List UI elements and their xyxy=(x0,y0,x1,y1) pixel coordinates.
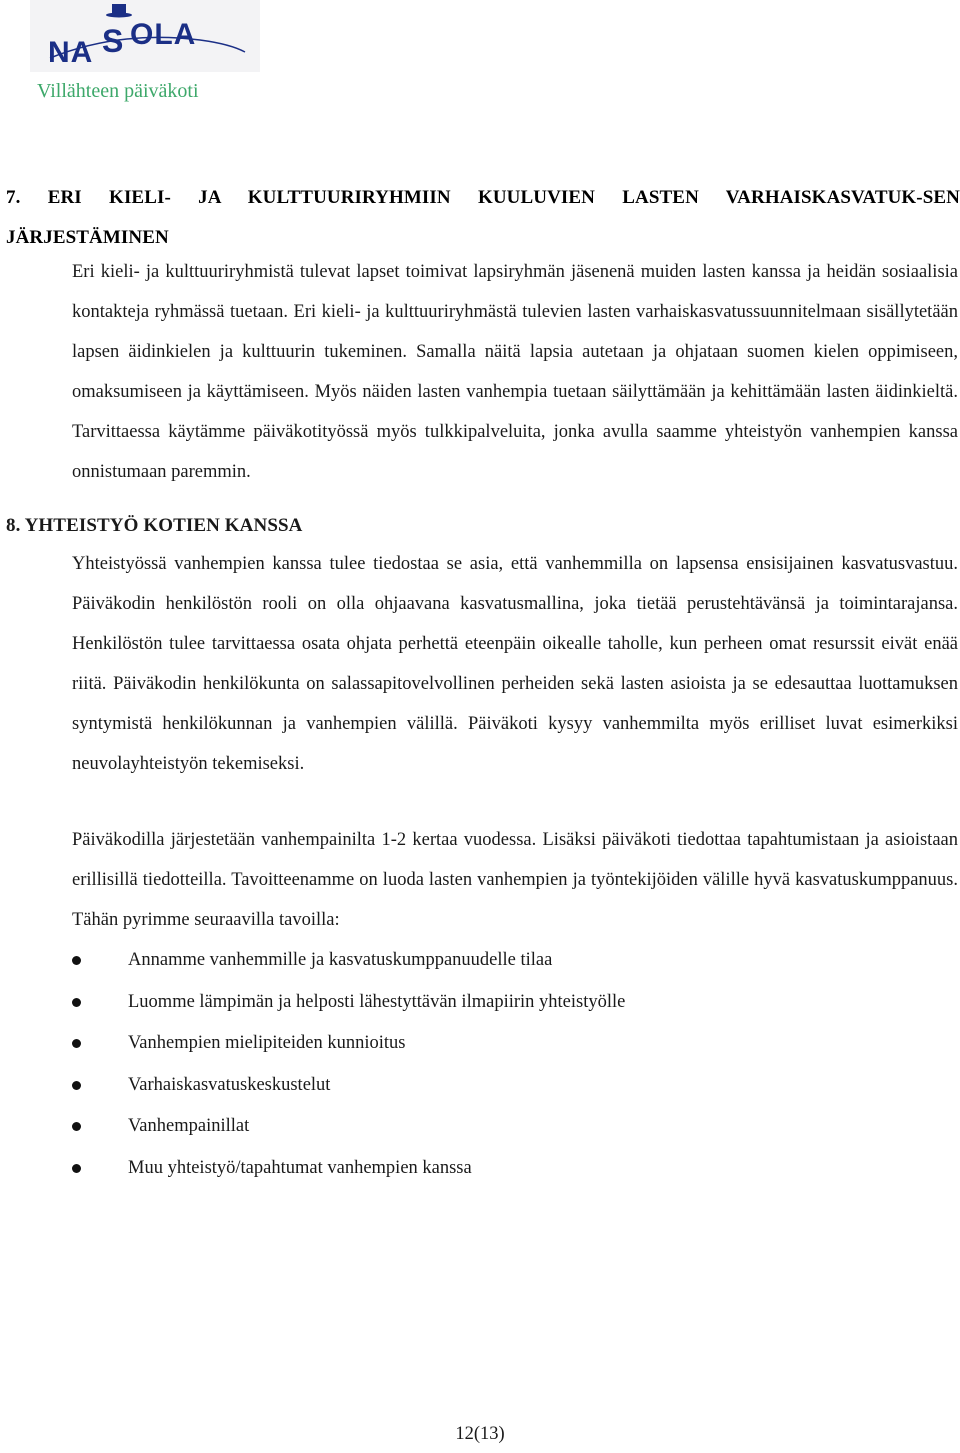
cooperation-list xyxy=(72,940,960,1190)
list-item: Annamme vanhemmille ja kasvatuskumppanuudelle tilaa xyxy=(72,940,960,982)
document-body xyxy=(6,178,960,1190)
list-item: Vanhempien mielipiteiden kunnioitus xyxy=(72,1023,960,1065)
list-item: Muu yhteistyö/tapahtumat vanhempien kanssa xyxy=(72,1148,960,1190)
section-7-paragraph: Eri kieli- ja kulttuuriryhmistä tulevat lapset toimivat lapsiryhmän jäsenenä muiden lasten kanssa ja heidän sosiaalisia kontakteja ryhmässä tuetaan. Eri kieli- ja kulttuuriryhmästä tulevien lasten varhaiskasvatussuunnitelmaan sisällytetään lapsen äidinkielen ja kulttuurin tukeminen. Samalla näitä lapsia autetaan ja ohjataan suomen kielen oppimiseen, omaksumiseen ja käyttämiseen. Myös näiden lasten vanhempia tuetaan säilyttämään ja kehittämään lasten äidinkieltä. Tarvittaessa käytämme päiväkotityössä myös tulkkipalveluita, jonka avulla saamme yhteistyön vanhempien kanssa onnistumaan paremmin. xyxy=(72,262,958,482)
bullet-icon xyxy=(72,998,81,1007)
section-8-heading: 8. YHTEISTYÖ KOTIEN KANSSA xyxy=(6,515,303,536)
bullet-icon xyxy=(72,956,81,965)
section-7-heading: 7. ERI KIELI- JA KULTTUURIRYHMIIN KUULUVIEN LASTEN VARHAISKASVATUK-SEN JÄRJESTÄMINEN xyxy=(6,187,960,248)
svg-text:S: S xyxy=(102,23,124,59)
section-8-paragraph-1: Yhteistyössä vanhempien kanssa tulee tiedostaa se asia, että vanhemmilla on lapsensa ensisijainen kasvatusvastuu. Päiväkodin henkilöstön rooli on olla ohjaavana kasvatusmallina, joka tietää perustehtävänsä ja toimintarajansa. Henkilöstön tulee tarvittaessa osata ohjata perhettä eteenpäin oikealle taholle, kun perheen omat resurssit eivät enää riitä. Päiväkodin henkilökunta on salassapitovelvollinen perheiden sekä lasten asioista ja se edesauttaa luottamuksen syntymistä henkilökunnan ja vanhempien välillä. Päiväkoti kysyy vanhemmilta myös erilliset luvat esimerkiksi neuvolayhteistyön tekemiseksi. xyxy=(72,554,958,774)
logo-wordmark: NA xyxy=(48,36,94,69)
bullet-icon xyxy=(72,1164,81,1173)
bullet-icon xyxy=(72,1039,81,1048)
svg-text:OLA: OLA xyxy=(130,18,197,51)
list-item: Luomme lämpimän ja helposti lähestyttävän ilmapiirin yhteistyölle xyxy=(72,982,960,1024)
kindergarten-name: Villähteen päiväkoti xyxy=(37,80,199,102)
section-8-paragraph-2: Päiväkodilla järjestetään vanhempainilta 1-2 kertaa vuodessa. Lisäksi päiväkoti tiedottaa tapahtumistaan ja asioistaan erillisillä tiedotteilla. Tavoitteenamme on luoda lasten vanhempien ja työntekijöiden välille hyvä kasvatuskumppanuus. Tähän pyrimme seuraavilla tavoilla: xyxy=(72,830,958,930)
list-item: Varhaiskasvatuskeskustelut xyxy=(72,1065,960,1107)
nasola-logo xyxy=(30,0,260,72)
list-item: Vanhempainillat xyxy=(72,1106,960,1148)
page-number: 12(13) xyxy=(455,1424,505,1444)
bullet-icon xyxy=(72,1081,81,1090)
bullet-icon xyxy=(72,1122,81,1131)
